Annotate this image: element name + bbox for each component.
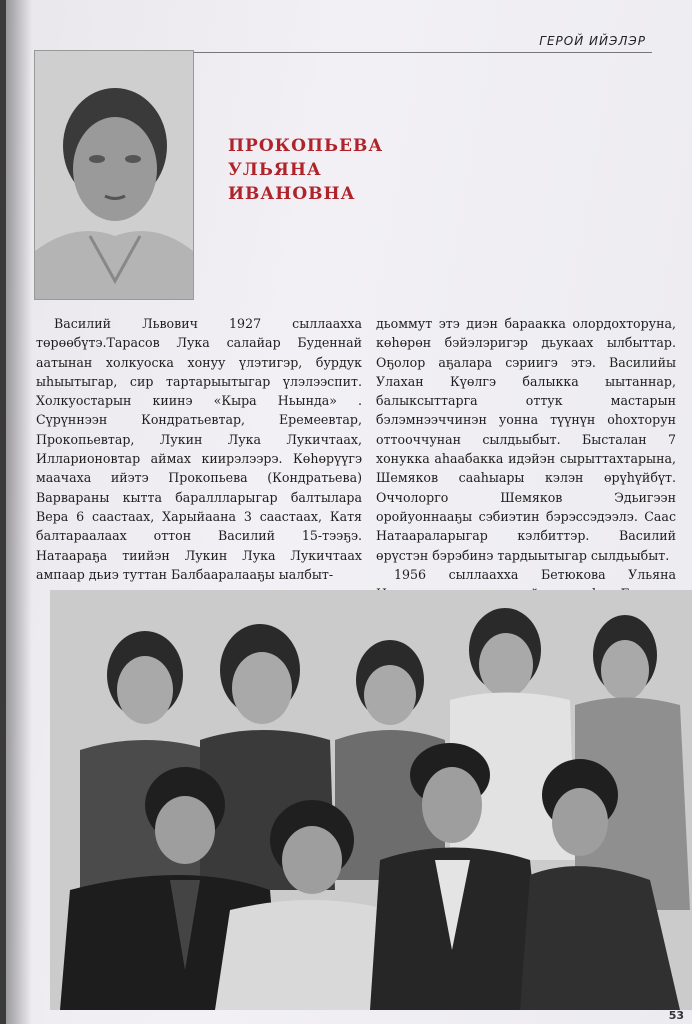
portrait-illustration (35, 51, 193, 299)
binding-shadow (6, 0, 32, 1024)
title-line: ПРОКОПЬЕВА (228, 136, 384, 156)
portrait-photo (34, 50, 194, 300)
group-photo-illustration (50, 590, 692, 1010)
left-text-column (36, 314, 362, 584)
article-title (228, 134, 468, 206)
group-photo (50, 590, 692, 1010)
right-text-column (376, 314, 676, 623)
paragraph: 1956 сыллаахха Бетюкова Ульяна (394, 566, 676, 582)
book-page (6, 0, 692, 1024)
running-head: ГЕРОЙ ИЙЭЛЭР (539, 34, 646, 48)
title-line: ИВАНОВНА (228, 184, 356, 204)
paragraph: дьоммут этэ диэн бараакка олордохторуна, көһөрөн бэйэлэригэр дьукаах ылбыттар. Оҕолор аҕалара сэриигэ этэ. Василийы Улахан Күөлгэ балыкка ыытаннар, балыксыттарга оттук мастарын бэлэмнээччинэн уонна түүнүн оһохторун оттооччунан сылдьыбыт. Бысталан 7 хонукка аһаабакка идэйэн сырыттахтарына, Шемяков сааһыары кэлэн өрүһүйбүт. Оччолорго Шемяков Эдьигээн оройуоннааҕы сэбиэтин бэрэссэдээлэ. Саас Натаараларыгар кэлбиттэр. Василий өрүстэн бэрэбинэ тардыытыгар сылдьыбыт. (376, 316, 676, 563)
page-number: 53 (668, 1009, 684, 1022)
header-rule (176, 52, 652, 53)
title-line: УЛЬЯНА (228, 160, 322, 180)
paragraph: Василий Львович 1927 сыллаахха төрөөбүтэ.Тарасов Лука салайар Буденнай аатынан холкуоска хонуу үлэтигэр, бурдук ыһыытыгар, сир тартарыытыгар үлэлээспит. Холкуостарын киинэ «Кыра Ньында» . Сүрүннээн Кондратьевтар, Еремеевтар, Прокопьевтар, Лукин Лука Лукичтаах, Илларионовтар аймах киирэлээрэ. Көһөрүүгэ маачаха ийэтэ Прокопьева (Кондратьева) Варвараны кытта бараллларыгар балтылара Вера 6 саастаах, Харыйаана 3 саастаах, Катя балтараалаах оттон Василий 15-тээҕэ. Натаараҕа тиийэн Лукин Лука Лукичтаах ампаар дьиэ туттан Балбааралааҕы ыалбыт- (36, 316, 362, 582)
